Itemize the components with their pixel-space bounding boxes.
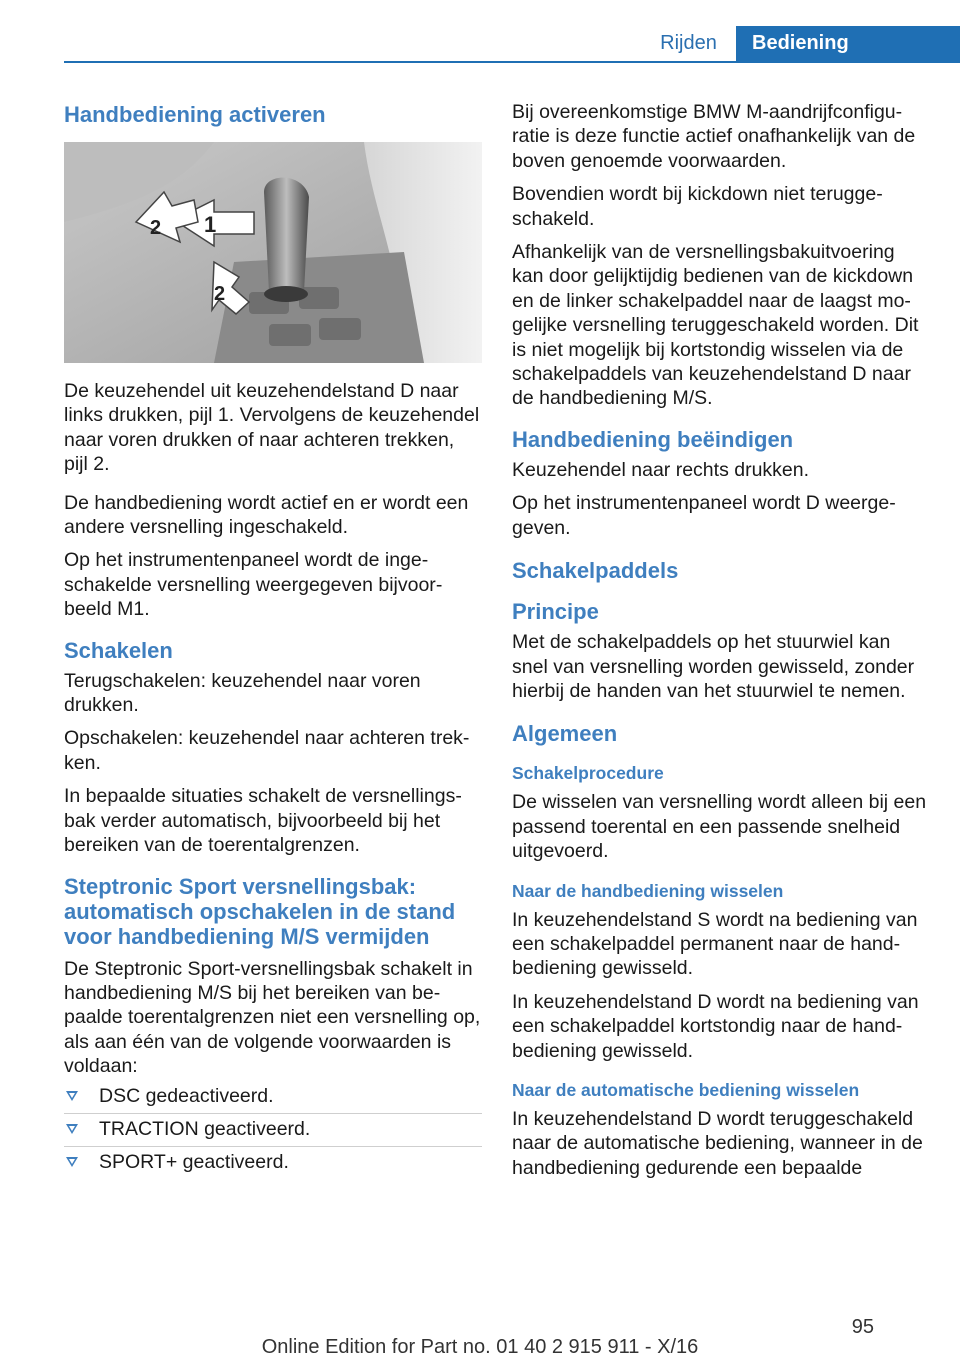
- paragraph: Op het instrumentenpaneel wordt de ingeschakelde versnelling weergegeven bijvoorbeeld M1.: [64, 549, 443, 621]
- heading-principe: Principe: [512, 599, 599, 625]
- left-column: [64, 102, 482, 1179]
- heading-naar-handbediening: Naar de handbediening wisselen: [512, 880, 784, 901]
- paragraph: De Steptronic Sport-versnellingsbak schakelt in handbediening M/S bij het bereiken van bepaalde toerentalgrenzen niet een versnelling op, als aan één van de volgende voorwaarden is voldaan:: [64, 957, 481, 1078]
- condition-list: [64, 1081, 482, 1179]
- page-number: 95: [851, 1316, 874, 1338]
- paragraph: Bovendien wordt bij kickdown niet teruggeschakeld.: [512, 183, 883, 230]
- heading-handbediening-beeindigen: Handbediening beëindigen: [512, 426, 794, 452]
- paragraph: In keuzehendelstand D wordt na bediening van een schakelpaddel kortstondig naar de handbediening gewisseld.: [512, 990, 919, 1062]
- list-item-text: DSC gedeactiveerd.: [99, 1084, 274, 1107]
- footer-edition: Online Edition for Part no. 01 40 2 915 911 - X/16: [261, 1336, 699, 1358]
- gear-knob: [264, 178, 309, 292]
- paragraph: De wisselen van versnelling wordt alleen bij een passend toerental en een passende snelheid uitgevoerd.: [512, 791, 927, 863]
- arrow-2a-label: 2: [150, 217, 162, 239]
- heading-schakelpaddels: Schakelpaddels: [512, 558, 679, 584]
- paragraph: Met de schakelpaddels op het stuurwiel kan snel van versnelling worden gewisseld, zonder hierbij de handen van het stuurwiel te nemen.: [512, 631, 915, 702]
- list-item: [64, 1081, 482, 1114]
- paragraph: In keuzehendelstand S wordt na bediening van een schakelpaddel permanent naar de handbediening gewisseld.: [512, 908, 918, 980]
- paragraph: De handbediening wordt actief en er wordt een andere versnelling ingeschakeld.: [64, 491, 469, 539]
- heading-schakelen: Schakelen: [64, 637, 173, 663]
- paragraph: In bepaalde situaties schakelt de versnellingsbak verder automatisch, bijvoorbeeld bij het bereiken van de toerentalgrenzen.: [64, 785, 462, 857]
- heading-steptronic: Steptronic Sport versnellingsbak: automatisch opschakelen in de stand voor handbediening M/S vermijden: [64, 873, 456, 949]
- paragraph: Afhankelijk van de versnellingsbakuitvoering kan door gelijktijdig bedienen van de kickdown en de linker schakelpaddel naar de laagst mogelijke versnelling teruggeschakeld worden. Dit is niet mogelijk bij kortstondig wisselen via de schakelpaddels van keuzehendelstand D naar de handbediening M/S.: [512, 241, 919, 410]
- paragraph: Bij overeenkomstige BMW M-aandrijfconfiguratie is deze functie actief onafhankelijk van de boven genoemde voorwaarden.: [512, 101, 916, 172]
- triangle-bullet-icon: [66, 1157, 78, 1167]
- paragraph: Keuzehendel naar rechts drukken.: [512, 458, 810, 481]
- arrow-2b-label: 2: [214, 283, 226, 305]
- tab-bediening-label: Bediening: [752, 32, 849, 54]
- triangle-bullet-icon: [66, 1124, 78, 1134]
- paragraph: In keuzehendelstand D wordt teruggeschakeld naar de automatische bediening, wanneer in de handbediening gedurende een bepaalde: [512, 1107, 923, 1179]
- right-column: [512, 100, 930, 1189]
- list-item: [64, 1114, 482, 1147]
- paragraph: Opschakelen: keuzehendel naar achteren trekken.: [64, 727, 470, 774]
- list-item-text: SPORT+ geactiveerd.: [99, 1150, 289, 1173]
- heading-handbediening-activeren: Handbediening activeren: [64, 102, 326, 127]
- paragraph: De keuzehendel uit keuzehendelstand D naar links drukken, pijl 1. Vervolgens de keuzehendel naar voren drukken of naar achteren trekken, pijl 2.: [64, 380, 480, 476]
- list-item: [64, 1147, 482, 1179]
- heading-naar-automatisch: Naar de automatische bediening wisselen: [512, 1079, 860, 1100]
- heading-algemeen: Algemeen: [512, 721, 618, 747]
- arrow-1-label: 1: [204, 212, 217, 237]
- heading-schakelprocedure: Schakelprocedure: [512, 763, 664, 784]
- list-item-text: TRACTION geactiveerd.: [99, 1117, 311, 1140]
- header-rule: [64, 61, 960, 63]
- triangle-bullet-icon: [66, 1091, 78, 1101]
- paragraph: Terugschakelen: keuzehendel naar voren drukken.: [64, 669, 421, 717]
- tab-bediening[interactable]: [736, 26, 960, 63]
- page-header: [0, 26, 960, 64]
- tab-rijden[interactable]: Rijden: [660, 32, 717, 54]
- gear-selector-illustration: [64, 142, 482, 363]
- paragraph: Op het instrumentenpaneel wordt D weergegeven.: [512, 492, 896, 539]
